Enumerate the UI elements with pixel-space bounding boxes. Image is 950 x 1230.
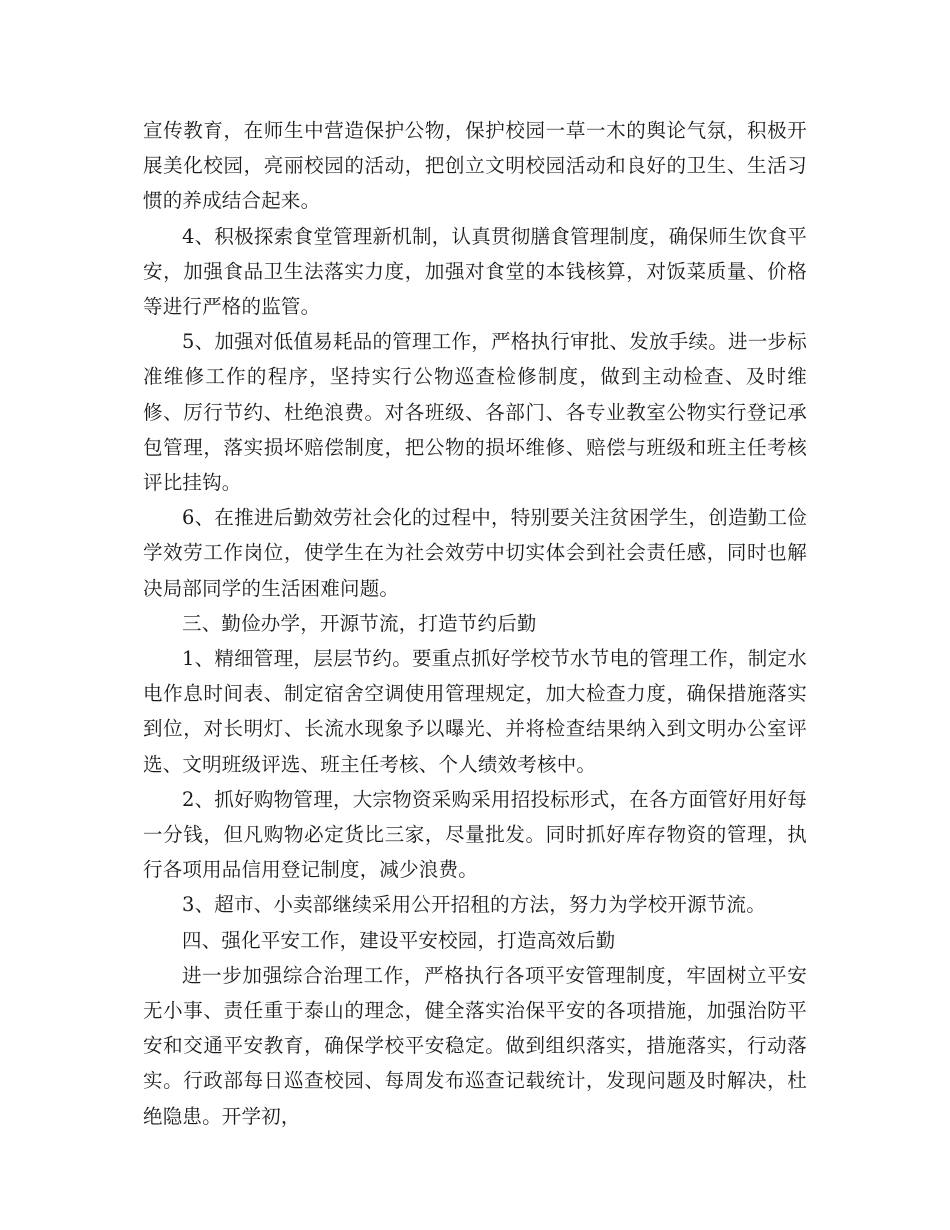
paragraph-section3-item-1: 1、精细管理，层层节约。要重点抓好学校节水节电的管理工作，制定水电作息时间表、制定宿舍空调使用管理规定，加大检查力度，确保措施落实到位，对长明灯、长流水现象予以曝光、并将检查结果纳入到文明办公室评选、文明班级评选、班主任考核、个人绩效考核中。 xyxy=(143,647,807,776)
paragraph-section3-item-3: 3、超市、小卖部继续采用公开招租的方法，努力为学校开源节流。 xyxy=(182,893,766,917)
paragraph-item-6: 6、在推进后勤效劳社会化的过程中，特别要关注贫困学生，创造勤工俭学效劳工作岗位，使学生在为社会效劳中切实体会到社会责任感，同时也解决局部同学的生活困难问题。 xyxy=(143,506,807,600)
section-heading-4: 四、强化平安工作，建设平安校园，打造高效后勤 xyxy=(182,928,616,952)
document-body xyxy=(143,113,807,1134)
paragraph-section3-item-2: 2、抓好购物管理，大宗物资采购采用招投标形式，在各方面管好用好每一分钱，但凡购物必定货比三家，尽量批发。同时抓好库存物资的管理，执行各项用品信用登记制度，减少浪费。 xyxy=(143,787,807,882)
paragraph-item-4: 4、积极探索食堂管理新机制，认真贯彻膳食管理制度，确保师生饮食平安，加强食品卫生法落实力度，加强对食堂的本钱核算，对饭菜质量、价格等进行严格的监管。 xyxy=(143,224,807,319)
paragraph-section4-body: 进一步加强综合治理工作，严格执行各项平安管理制度，牢固树立平安无小事、责任重于泰山的理念，健全落实治保平安的各项措施，加强治防平安和交通平安教育，确保学校平安稳定。做到组织落实，措施落实，行动落实。行政部每日巡查校园、每周发布巡查记载统计，发现问题及时解决，杜绝隐患。开学初， xyxy=(143,963,807,1128)
section-heading-3: 三、勤俭办学，开源节流，打造节约后勤 xyxy=(182,611,537,635)
paragraph-continuation: 宣传教育，在师生中营造保护公物，保护校园一草一木的舆论气氛，积极开展美化校园，亮丽校园的活动，把创立文明校园活动和良好的卫生、生活习惯的养成结合起来。 xyxy=(143,119,807,213)
paragraph-item-5: 5、加强对低值易耗品的管理工作，严格执行审批、发放手续。进一步标准维修工作的程序，坚持实行公物巡查检修制度，做到主动检查、及时维修、厉行节约、杜绝浪费。对各班级、各部门、各专业教室公物实行登记承包管理，落实损坏赔偿制度，把公物的损坏维修、赔偿与班级和班主任考核评比挂钩。 xyxy=(143,330,807,495)
